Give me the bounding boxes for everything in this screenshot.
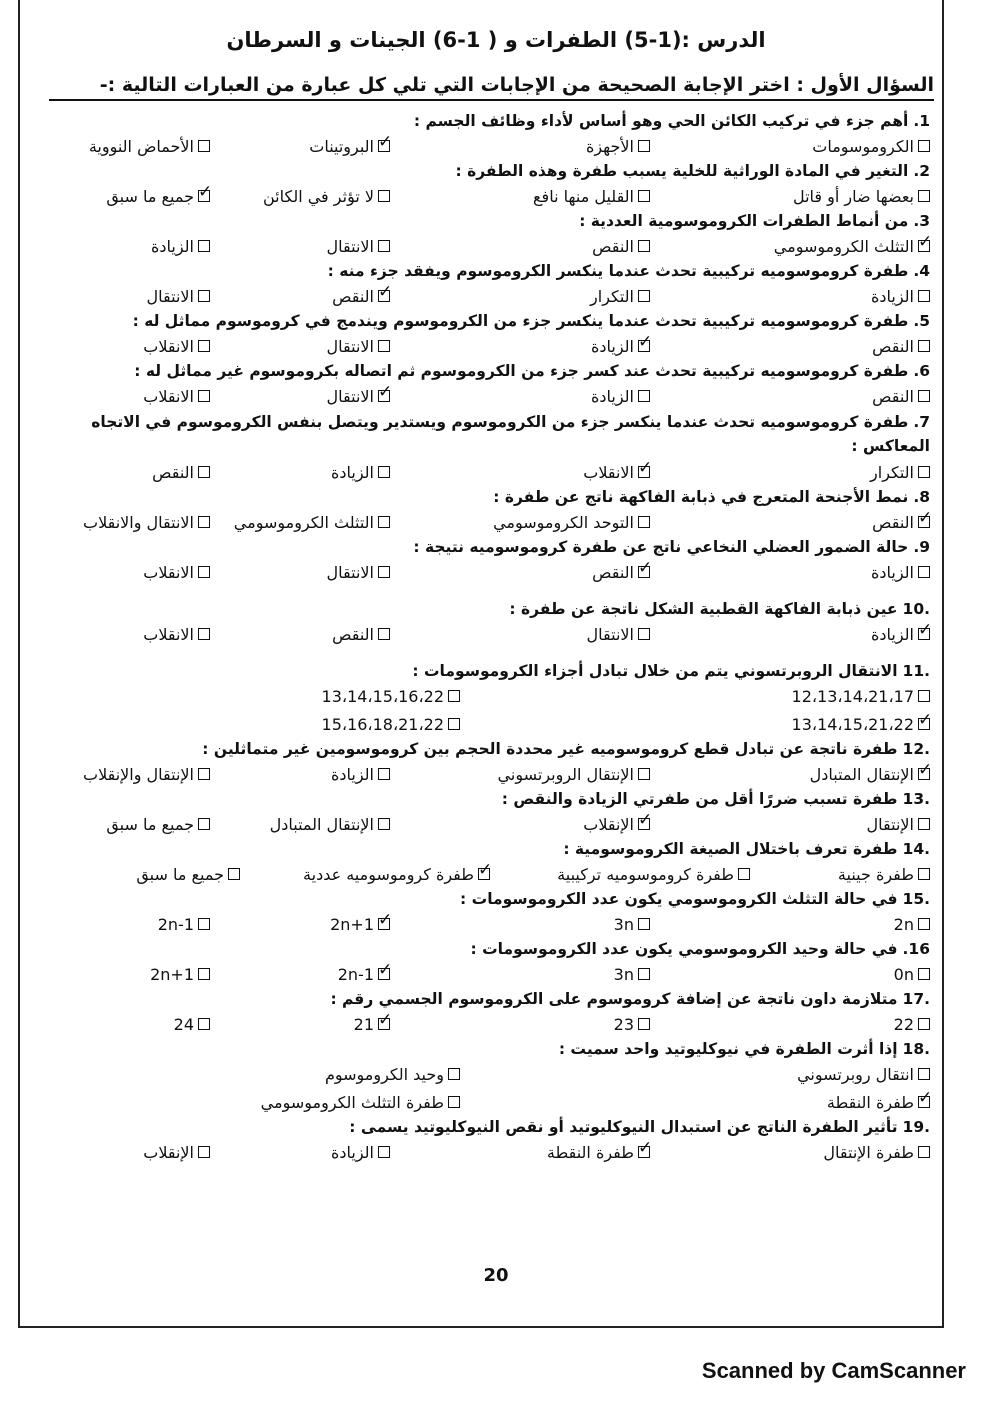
option-3[interactable]: التثلث الكروموسومي bbox=[210, 513, 390, 532]
checked-checkbox-icon[interactable] bbox=[378, 968, 390, 980]
option-4[interactable]: الانتقال bbox=[50, 287, 210, 306]
option-4[interactable]: ✓جميع ما سبق bbox=[50, 187, 210, 206]
checkbox-icon[interactable] bbox=[918, 466, 930, 478]
checked-checkbox-icon[interactable] bbox=[378, 390, 390, 402]
question-number: .10 bbox=[902, 600, 930, 618]
option-4[interactable]: الزيادة bbox=[50, 237, 210, 256]
option-4[interactable]: 15،16،18،21،22 bbox=[50, 715, 460, 734]
question-18 bbox=[50, 1038, 930, 1116]
question-6 bbox=[50, 360, 930, 410]
option-4[interactable]: 2n+1 bbox=[50, 965, 210, 984]
checkbox-icon[interactable] bbox=[638, 140, 650, 152]
option-2[interactable]: ✓الزيادة bbox=[390, 337, 650, 356]
option-1[interactable]: النقص bbox=[650, 337, 930, 356]
checkbox-icon[interactable] bbox=[918, 390, 930, 402]
option-2[interactable]: الانتقال bbox=[390, 625, 650, 644]
option-4[interactable]: الإنتقال والإنقلاب bbox=[50, 765, 210, 784]
option-row bbox=[50, 960, 930, 988]
option-3[interactable]: الإنتقال المتبادل bbox=[210, 815, 390, 834]
option-3[interactable]: النقص bbox=[210, 625, 390, 644]
question-number: .15 bbox=[902, 890, 930, 908]
question-number: .11 bbox=[902, 662, 930, 680]
question-19 bbox=[50, 1116, 930, 1166]
option-row bbox=[50, 810, 930, 838]
option-2[interactable]: 3n bbox=[390, 915, 650, 934]
checkbox-icon[interactable] bbox=[918, 140, 930, 152]
option-1[interactable]: ✓الإنتقال المتبادل bbox=[650, 765, 930, 784]
checkbox-icon[interactable] bbox=[198, 566, 210, 578]
option-4[interactable]: جميع ما سبق bbox=[50, 815, 210, 834]
option-row bbox=[50, 282, 930, 310]
option-row bbox=[50, 508, 930, 536]
option-row bbox=[50, 682, 930, 710]
option-4[interactable]: الانقلاب bbox=[50, 337, 210, 356]
option-row bbox=[50, 910, 930, 938]
option-1[interactable]: الزيادة bbox=[650, 287, 930, 306]
option-row bbox=[50, 1088, 930, 1116]
option-3[interactable]: الانتقال bbox=[210, 337, 390, 356]
question-7 bbox=[50, 410, 930, 486]
scanner-watermark: Scanned by CamScanner bbox=[701, 1358, 966, 1383]
checkbox-icon[interactable] bbox=[918, 340, 930, 352]
lesson-title: الدرس :(1-5) الطفرات و ( 1-6) الجينات و السرطان bbox=[226, 28, 766, 52]
checkbox-icon[interactable] bbox=[918, 290, 930, 302]
question-12 bbox=[50, 738, 930, 788]
question-number: .14 bbox=[902, 840, 930, 858]
checkbox-icon[interactable] bbox=[918, 566, 930, 578]
option-3[interactable]: الانتقال bbox=[210, 237, 390, 256]
question-11 bbox=[50, 660, 930, 738]
option-3[interactable]: ✓النقص bbox=[210, 287, 390, 306]
question-3 bbox=[50, 210, 930, 260]
checkbox-icon[interactable] bbox=[918, 868, 930, 880]
option-2[interactable]: ✓الانقلاب bbox=[390, 463, 650, 482]
option-3[interactable]: ✓طفرة النقطة bbox=[460, 1093, 930, 1112]
checkbox-icon[interactable] bbox=[638, 240, 650, 252]
option-2[interactable]: ✓طفرة النقطة bbox=[390, 1143, 650, 1162]
option-row bbox=[50, 382, 930, 410]
option-4[interactable]: الانتقال والانقلاب bbox=[50, 513, 210, 532]
question-stem: .15في حالة التثلث الكروموسومي يكون عدد الكروموسومات : bbox=[460, 890, 930, 908]
option-row bbox=[50, 332, 930, 360]
option-4[interactable]: جميع ما سبق bbox=[50, 865, 240, 884]
option-1[interactable]: انتقال روبرتسوني bbox=[460, 1065, 930, 1084]
checkbox-icon[interactable] bbox=[918, 690, 930, 702]
question-stem: .17متلازمة داون ناتجة عن إضافة كروموسوم على الكروموسوم الجسمي رقم : bbox=[330, 990, 930, 1008]
option-4[interactable]: 2n-1 bbox=[50, 915, 210, 934]
question-stem: .12طفرة ناتجة عن تبادل قطع كروموسوميه غير محددة الحجم بين كروموسومين غير متماثلين : bbox=[202, 740, 930, 758]
checked-checkbox-icon[interactable] bbox=[918, 718, 930, 730]
checked-checkbox-icon[interactable] bbox=[478, 868, 490, 880]
checkbox-icon[interactable] bbox=[198, 466, 210, 478]
option-row bbox=[50, 860, 930, 888]
option-1[interactable]: ✓النقص bbox=[650, 513, 930, 532]
question-stem: 8.نمط الأجنحة المتعرج في ذبابة الفاكهة ناتج عن طفرة : bbox=[493, 488, 930, 506]
question-number: 8. bbox=[913, 488, 930, 506]
option-row bbox=[50, 132, 930, 160]
question-stem: 3.من أنماط الطفرات الكروموسومية العددية : bbox=[579, 212, 930, 230]
checked-checkbox-icon[interactable] bbox=[638, 340, 650, 352]
option-1[interactable]: الزيادة bbox=[650, 563, 930, 582]
checked-checkbox-icon[interactable] bbox=[378, 1018, 390, 1030]
option-1[interactable]: طفرة جينية bbox=[750, 865, 930, 884]
checkbox-icon[interactable] bbox=[378, 818, 390, 830]
question-stem: 7.طفرة كروموسوميه تحدث عندما ينكسر جزء من الكروموسوم ويستدير ويتصل بنفس الكروموسوم في الاتجاه المعاكس : bbox=[50, 410, 930, 458]
option-1[interactable]: 2n bbox=[650, 915, 930, 934]
checkbox-icon[interactable] bbox=[198, 818, 210, 830]
option-2[interactable]: النقص bbox=[390, 237, 650, 256]
question-2 bbox=[50, 160, 930, 210]
option-2[interactable]: ✓النقص bbox=[390, 563, 650, 582]
option-1[interactable]: النقص bbox=[650, 387, 930, 406]
question-number: 7. bbox=[913, 413, 930, 431]
checked-checkbox-icon[interactable] bbox=[378, 918, 390, 930]
option-4[interactable]: الإنقلاب bbox=[50, 1143, 210, 1162]
question-17 bbox=[50, 988, 930, 1038]
option-4[interactable]: الانقلاب bbox=[50, 563, 210, 582]
question-16 bbox=[50, 938, 930, 988]
checkbox-icon[interactable] bbox=[638, 968, 650, 980]
question-8 bbox=[50, 486, 930, 536]
checkbox-icon[interactable] bbox=[198, 390, 210, 402]
option-1[interactable]: 22 bbox=[650, 1015, 930, 1034]
question-14 bbox=[50, 838, 930, 888]
checkbox-icon[interactable] bbox=[918, 190, 930, 202]
question-stem: .13طفرة تسبب ضررًا أقل من طفرتي الزيادة والنقص : bbox=[501, 790, 930, 808]
checkbox-icon[interactable] bbox=[448, 1068, 460, 1080]
option-2[interactable]: وحيد الكروموسوم bbox=[50, 1065, 460, 1084]
option-row bbox=[50, 1010, 930, 1038]
option-row bbox=[50, 1060, 930, 1088]
checkbox-icon[interactable] bbox=[378, 340, 390, 352]
option-3[interactable]: ✓2n-1 bbox=[210, 965, 390, 984]
checkbox-icon[interactable] bbox=[378, 566, 390, 578]
checkbox-icon[interactable] bbox=[198, 290, 210, 302]
checkbox-icon[interactable] bbox=[378, 240, 390, 252]
checkbox-icon[interactable] bbox=[198, 516, 210, 528]
question-stem: 4.طفرة كروموسوميه تركيبية تحدث عندما ينكسر الكروموسوم ويفقد جزء منه : bbox=[327, 262, 930, 280]
question-stem: 9.حالة الضمور العضلي النخاعي ناتج عن طفرة كروموسوميه نتيجة : bbox=[413, 538, 930, 556]
question-13 bbox=[50, 788, 930, 838]
checkbox-icon[interactable] bbox=[198, 340, 210, 352]
option-2[interactable]: الأجهزة bbox=[390, 137, 650, 156]
option-3[interactable]: الزيادة bbox=[210, 1143, 390, 1162]
question-5 bbox=[50, 310, 930, 360]
question-number: .18 bbox=[902, 1040, 930, 1058]
option-1[interactable]: الكروموسومات bbox=[650, 137, 930, 156]
checked-checkbox-icon[interactable] bbox=[918, 516, 930, 528]
checkbox-icon[interactable] bbox=[378, 1146, 390, 1158]
option-4[interactable]: الأحماض النووية bbox=[50, 137, 210, 156]
option-3[interactable]: الزيادة bbox=[210, 765, 390, 784]
option-2[interactable]: القليل منها نافع bbox=[390, 187, 650, 206]
checked-checkbox-icon[interactable] bbox=[638, 818, 650, 830]
question-number: 6. bbox=[913, 362, 930, 380]
checkbox-icon[interactable] bbox=[638, 516, 650, 528]
option-row bbox=[50, 458, 930, 486]
question-stem: .11الانتقال الروبرتسوني يتم من خلال تبادل أجزاء الكروموسومات : bbox=[412, 662, 930, 680]
option-row bbox=[50, 760, 930, 788]
checkbox-icon[interactable] bbox=[638, 190, 650, 202]
question-stem: .19تأثير الطفرة الناتج عن استبدال النيوكليوتيد أو نقص النيوكليوتيد يسمى : bbox=[349, 1118, 930, 1136]
option-3[interactable]: لا تؤثر في الكائن bbox=[210, 187, 390, 206]
checkbox-icon[interactable] bbox=[378, 466, 390, 478]
checkbox-icon[interactable] bbox=[638, 390, 650, 402]
option-1[interactable]: ✓التثلث الكروموسومي bbox=[650, 237, 930, 256]
question-9 bbox=[50, 536, 930, 586]
option-1[interactable]: طفرة الإنتقال bbox=[650, 1143, 930, 1162]
option-2[interactable]: الزيادة bbox=[390, 387, 650, 406]
checked-checkbox-icon[interactable] bbox=[378, 290, 390, 302]
question-stem: 16.في حالة وحيد الكروموسومي يكون عدد الكروموسومات : bbox=[470, 940, 930, 958]
option-row bbox=[50, 620, 930, 648]
option-row bbox=[50, 182, 930, 210]
checkbox-icon[interactable] bbox=[918, 818, 930, 830]
checkbox-icon[interactable] bbox=[198, 140, 210, 152]
question-number: .12 bbox=[902, 740, 930, 758]
checked-checkbox-icon[interactable] bbox=[638, 466, 650, 478]
option-3[interactable]: ✓الانتقال bbox=[210, 387, 390, 406]
question-stem: 5.طفرة كروموسوميه تركيبية تحدث عندما ينكسر جزء من الكروموسوم ويندمج في كروموسوم مماثل له : bbox=[132, 312, 930, 330]
question-stem: .14طفرة تعرف باختلال الصيغة الكروموسومية : bbox=[563, 840, 930, 858]
checkbox-icon[interactable] bbox=[378, 190, 390, 202]
option-4[interactable]: الانقلاب bbox=[50, 387, 210, 406]
option-2[interactable]: 13،14،15،16،22 bbox=[50, 687, 460, 706]
option-4[interactable]: الانقلاب bbox=[50, 625, 210, 644]
option-4[interactable]: طفرة التثلث الكروموسومي bbox=[50, 1093, 460, 1112]
option-2[interactable]: 23 bbox=[390, 1015, 650, 1034]
checkbox-icon[interactable] bbox=[638, 290, 650, 302]
checkbox-icon[interactable] bbox=[448, 690, 460, 702]
question-stem: 2.التغير في المادة الوراثية للخلية يسبب طفرة وهذه الطفرة : bbox=[455, 162, 930, 180]
option-3[interactable]: ✓13،14،15،21،22 bbox=[460, 715, 930, 734]
option-2[interactable]: 3n bbox=[390, 965, 650, 984]
checked-checkbox-icon[interactable] bbox=[378, 140, 390, 152]
option-2[interactable]: طفرة كروموسوميه تركيبية bbox=[490, 865, 750, 884]
option-1[interactable]: الإنتقال bbox=[650, 815, 930, 834]
checkbox-icon[interactable] bbox=[198, 628, 210, 640]
option-3[interactable]: ✓طفرة كروموسوميه عددية bbox=[240, 865, 490, 884]
option-3[interactable]: ✓البروتينات bbox=[210, 137, 390, 156]
checkbox-icon[interactable] bbox=[918, 1068, 930, 1080]
option-1[interactable]: 0n bbox=[650, 965, 930, 984]
question-10 bbox=[50, 598, 930, 648]
option-3[interactable]: الزيادة bbox=[210, 463, 390, 482]
option-row bbox=[50, 232, 930, 260]
option-2[interactable]: التوحد الكروموسومي bbox=[390, 513, 650, 532]
checkbox-icon[interactable] bbox=[198, 240, 210, 252]
checked-checkbox-icon[interactable] bbox=[918, 1096, 930, 1108]
question-number: 2. bbox=[913, 162, 930, 180]
checkbox-icon[interactable] bbox=[448, 718, 460, 730]
question-stem: 1.أهم جزء في تركيب الكائن الحي وهو أساس لأداء وظائف الجسم : bbox=[413, 112, 930, 130]
checkbox-icon[interactable] bbox=[198, 768, 210, 780]
option-3[interactable]: ✓2n+1 bbox=[210, 915, 390, 934]
checkbox-icon[interactable] bbox=[228, 868, 240, 880]
checkbox-icon[interactable] bbox=[448, 1096, 460, 1108]
question-number: .19 bbox=[902, 1118, 930, 1136]
checked-checkbox-icon[interactable] bbox=[198, 190, 210, 202]
checkbox-icon[interactable] bbox=[738, 868, 750, 880]
question-stem: .18إذا أثرت الطفرة في نيوكليوتيد واحد سميت : bbox=[558, 1040, 930, 1058]
option-1[interactable]: ✓الزيادة bbox=[650, 625, 930, 644]
checkbox-icon[interactable] bbox=[638, 1018, 650, 1030]
option-row bbox=[50, 1138, 930, 1166]
checked-checkbox-icon[interactable] bbox=[918, 768, 930, 780]
checkbox-icon[interactable] bbox=[638, 628, 650, 640]
checkbox-icon[interactable] bbox=[378, 768, 390, 780]
option-2[interactable]: ✓الإنقلاب bbox=[390, 815, 650, 834]
question-number: 9. bbox=[913, 538, 930, 556]
option-3[interactable]: ✓21 bbox=[210, 1015, 390, 1034]
option-3[interactable]: الانتقال bbox=[210, 563, 390, 582]
question-stem: .10عين ذبابة الفاكهة القطبية الشكل ناتجة عن طفرة : bbox=[509, 600, 930, 618]
checked-checkbox-icon[interactable] bbox=[918, 240, 930, 252]
question-number: 5. bbox=[913, 312, 930, 330]
checkbox-icon[interactable] bbox=[198, 1146, 210, 1158]
checkbox-icon[interactable] bbox=[378, 628, 390, 640]
question-number: .13 bbox=[902, 790, 930, 808]
checked-checkbox-icon[interactable] bbox=[918, 628, 930, 640]
checkbox-icon[interactable] bbox=[198, 968, 210, 980]
question-4 bbox=[50, 260, 930, 310]
checkbox-icon[interactable] bbox=[638, 918, 650, 930]
question-number: 4. bbox=[913, 262, 930, 280]
option-row bbox=[50, 558, 930, 586]
question-number: 1. bbox=[913, 112, 930, 130]
question-stem: 6.طفرة كروموسوميه تركيبية تحدث عند كسر جزء من الكروموسوم ثم اتصاله بكروموسوم غير مماثل له : bbox=[134, 362, 930, 380]
checkbox-icon[interactable] bbox=[378, 516, 390, 528]
checked-checkbox-icon[interactable] bbox=[638, 1146, 650, 1158]
checkbox-icon[interactable] bbox=[198, 1018, 210, 1030]
option-1[interactable]: التكرار bbox=[650, 463, 930, 482]
section-heading: السؤال الأول : اختر الإجابة الصحيحة من الإجابات التي تلي كل عبارة من العبارات التالية :- bbox=[49, 74, 934, 101]
checkbox-icon[interactable] bbox=[918, 1146, 930, 1158]
checkbox-icon[interactable] bbox=[918, 968, 930, 980]
question-15 bbox=[50, 888, 930, 938]
option-1[interactable]: 12،13،14،21،17 bbox=[460, 687, 930, 706]
option-2[interactable]: الإنتقال الروبرتسوني bbox=[390, 765, 650, 784]
question-number: 3. bbox=[913, 212, 930, 230]
option-4[interactable]: النقص bbox=[50, 463, 210, 482]
checkbox-icon[interactable] bbox=[918, 1018, 930, 1030]
page-number: 20 bbox=[483, 1265, 509, 1286]
checkbox-icon[interactable] bbox=[198, 918, 210, 930]
question-list bbox=[50, 110, 930, 1166]
checkbox-icon[interactable] bbox=[918, 918, 930, 930]
option-2[interactable]: التكرار bbox=[390, 287, 650, 306]
checked-checkbox-icon[interactable] bbox=[638, 566, 650, 578]
option-4[interactable]: 24 bbox=[50, 1015, 210, 1034]
question-number: 16. bbox=[902, 940, 930, 958]
question-number: .17 bbox=[902, 990, 930, 1008]
question-1 bbox=[50, 110, 930, 160]
checkbox-icon[interactable] bbox=[638, 768, 650, 780]
option-1[interactable]: بعضها ضار أو قاتل bbox=[650, 187, 930, 206]
option-row bbox=[50, 710, 930, 738]
